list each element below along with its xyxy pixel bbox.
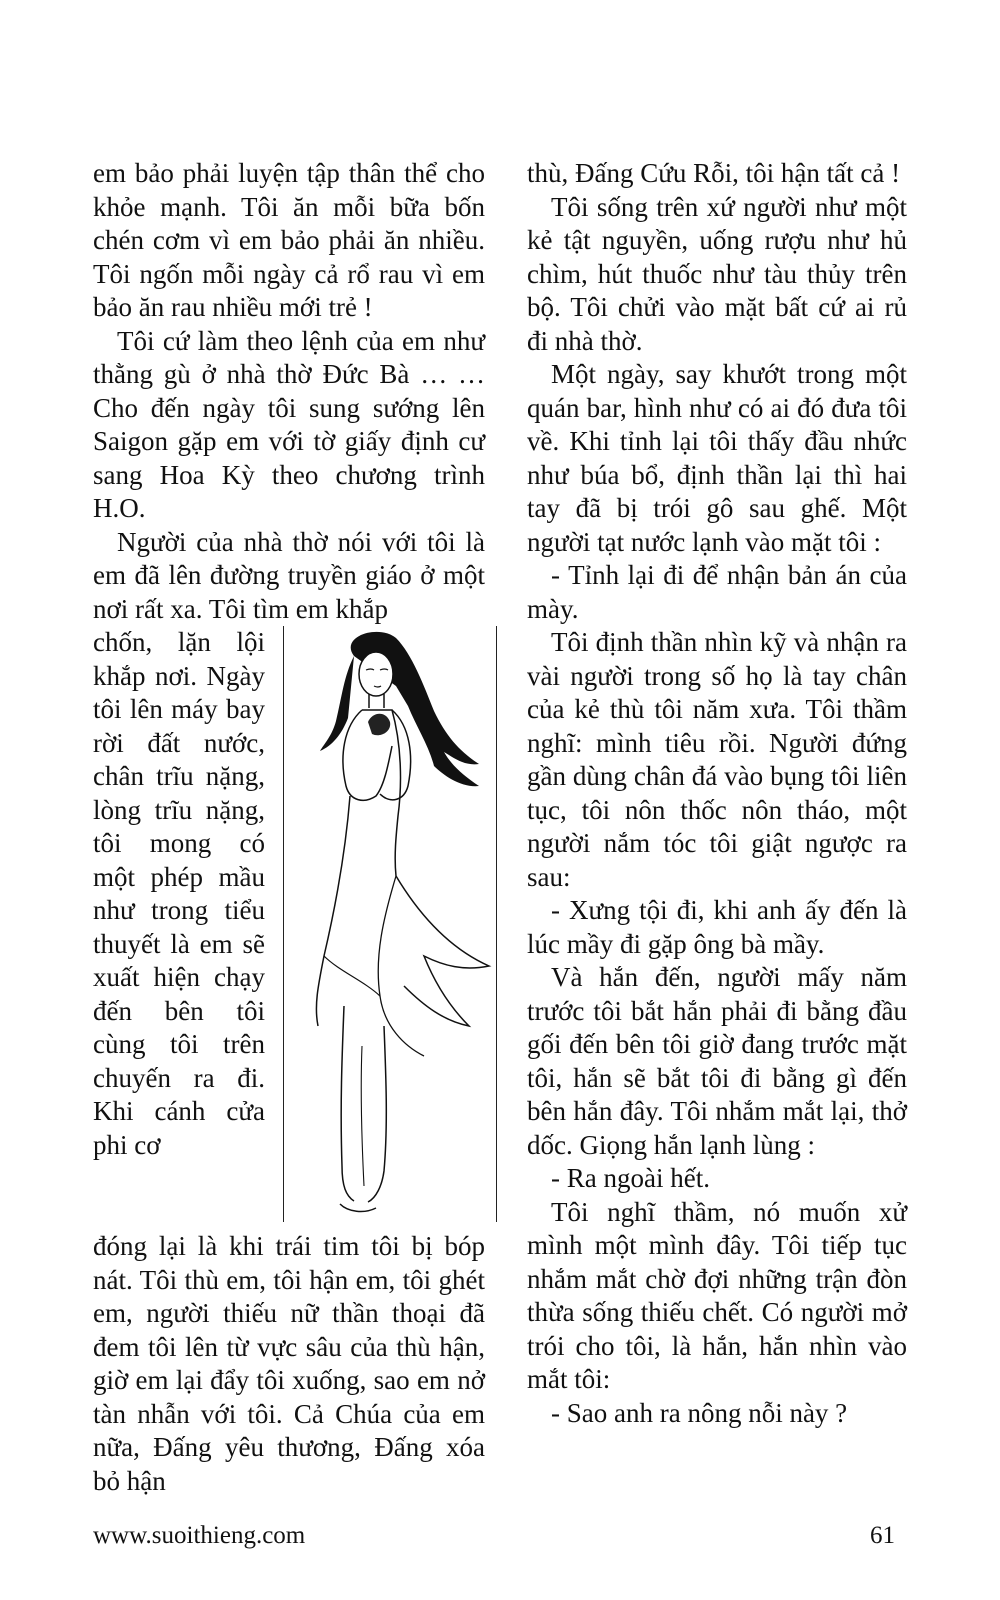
footer-website: www.suoithieng.com (93, 1522, 306, 1549)
right-paragraph-5: Tôi định thần nhìn kỹ và nhận ra vài người trong số họ là tay chân của kẻ thù tôi năm xưa. Tôi thầm nghĩ: mình tiêu rồi. Người đứng gần dùng chân đá vào bụng tôi liên tục, tôi nôn thốc nôn tháo, một người nắm tóc tôi giật ngược ra sau: (527, 627, 907, 892)
narrow-text-column (93, 626, 265, 1162)
right-paragraph-4: - Tỉnh lại đi để nhận bản án của mày. (527, 560, 907, 624)
right-paragraph-9: Tôi nghĩ thầm, nó muốn xử mình một mình đây. Tôi tiếp tục nhắm mắt chờ đợi những trận đòn thừa sống thiếu chết. Có người mở trói cho tôi, là hắn, hắn nhìn vào mắt tôi: (527, 1196, 907, 1394)
right-paragraph-1: thù, Đấng Cứu Rỗi, tôi hận tất cả ! (527, 158, 901, 188)
left-paragraph-3-narrow: chốn, lặn lội khắp nơi. Ngày tôi lên máy bay rời đất nước, chân trĩu nặng, lòng trĩu nặng, tôi mong có một phép mầu như trong tiểu thuyết là em sẽ xuất hiện chạy đến bên tôi cùng tôi trên chuyến ra đi. Khi cánh cửa phi cơ (93, 627, 265, 1160)
left-paragraph-2: Tôi cứ làm theo lệnh của em như thằng gù ở nhà thờ Đức Bà … … Cho đến ngày tôi sung sướng lên Saigon gặp em với tờ giấy định cư sang Hoa Kỳ theo chương trình H.O. (93, 325, 485, 523)
right-column (527, 157, 907, 1430)
left-paragraph-1: em bảo phải luyện tập thân thể cho khỏe mạnh. Tôi ăn mỗi bữa bốn chén cơm vì em bảo phải ăn nhiều. Tôi ngốn mỗi ngày cả rổ rau vì em bảo ăn rau nhiều mới trẻ ! (93, 158, 485, 322)
left-paragraph-3-bottom: đóng lại là khi trái tim tôi bị bóp nát. Tôi thù em, tôi hận em, tôi ghét em, người thiếu nữ thần thoại đã đem tôi lên từ vực sâu của thù hận, giờ em lại đẩy tôi xuống, sao em nở tàn nhẫn với tôi. Cả Chúa của em nữa, Đấng yêu thương, Đấng xóa bỏ hận (93, 1231, 485, 1496)
left-paragraph-3-top: Người của nhà thờ nói với tôi là em đã lên đường truyền giáo ở một nơi rất xa. Tôi tìm em khắp (93, 526, 485, 624)
right-paragraph-8: - Ra ngoài hết. (551, 1163, 710, 1193)
left-column (93, 157, 485, 1498)
page-number: 61 (870, 1522, 895, 1549)
right-paragraph-10: - Sao anh ra nông nỗi này ? (551, 1397, 848, 1428)
right-paragraph-2: Tôi sống trên xứ người như một kẻ tật nguyền, uống rượu như hủ chìm, hút thuốc như tàu thủy trên bộ. Tôi chửi vào mặt bất cứ ai rủ đi nhà thờ. (527, 191, 907, 356)
right-paragraph-7: Và hắn đến, người mấy năm trước tôi bắt hắn phải đi bằng đầu gối đến bên tôi giờ đang trước mặt tôi, hắn sẽ bắt tôi đi bằng gì đến bên hắn đây. Tôi nhắm mắt lại, thở dốc. Giọng hắn lạnh lùng : (527, 962, 907, 1160)
right-paragraph-6: - Xưng tội đi, khi anh ấy đến là lúc mầy đi gặp ông bà mầy. (527, 895, 907, 959)
text-with-illustration (93, 626, 485, 1230)
illustration-frame (283, 626, 497, 1222)
right-paragraph-3: Một ngày, say khướt trong một quán bar, hình như có ai đó đưa tôi về. Khi tỉnh lại tôi thấy đầu nhức như búa bổ, định thần lại thì hai tay đã bị trói gô sau ghế. Một người tạt nước lạnh vào mặt tôi : (527, 359, 907, 557)
ao-dai-woman-illustration (284, 626, 496, 1222)
